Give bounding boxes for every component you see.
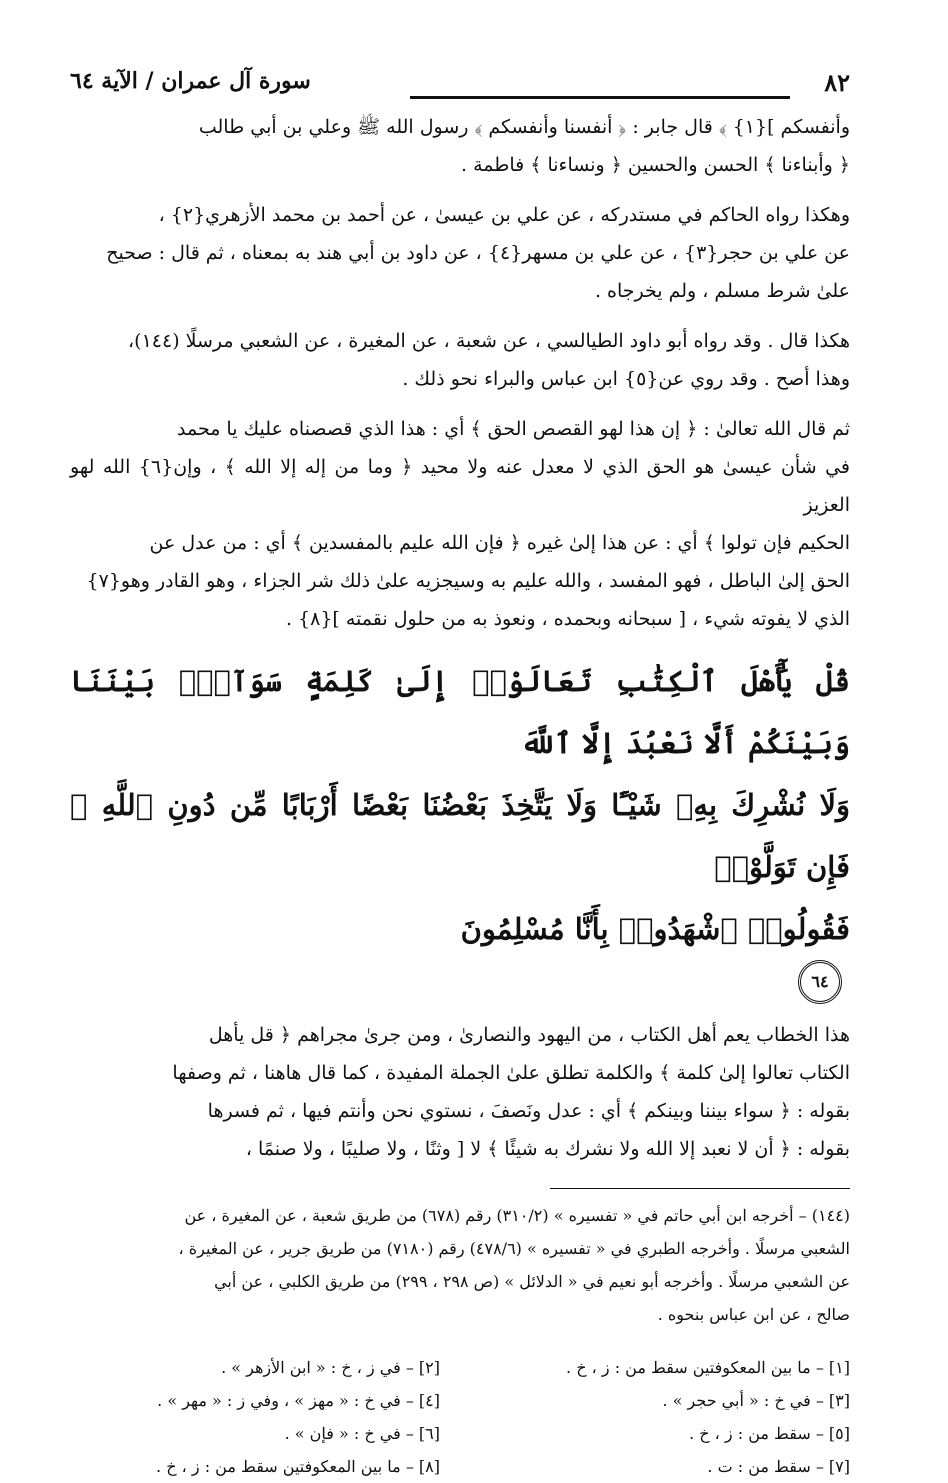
text-line: هكذا قال . وقد رواه أبو داود الطيالسي ، عن شعبة ، عن المغيرة ، عن الشعبي مرسلًا (١٤٤)، <box>128 330 850 352</box>
text-line: ﴿ وأبناءنا ﴾ الحسن والحسين ﴿ ونساءنا ﴾ فاطمة . <box>461 154 850 176</box>
page-number: ٨٢ <box>824 68 850 97</box>
verse-line-last <box>70 898 850 1004</box>
text-line: وأنفسكم ]{١} ﴾ قال جابر : ﴿ أنفسنا وأنفسكم ﴾ رسول الله ﷺ وعلي بن أبي طالب <box>198 116 850 138</box>
note-2: [٢] – في ز ، خ : « ابن الأزهر » . <box>221 1358 440 1377</box>
text-line: بقوله : ﴿ سواء بيننا وبينكم ﴾ أي : عدل ونَصفَ ، نستوي نحن وأنتم فيها ، ثم فسرها <box>207 1100 850 1122</box>
footnote-line: عن الشعبي مرسلًا . وأخرجه أبو نعيم في « الدلائل » (ص ٢٩٨ ، ٢٩٩) من طريق الكلبي ، عن أبي <box>214 1272 850 1291</box>
footnote-divider <box>550 1188 850 1189</box>
paragraph-3 <box>70 322 850 398</box>
note-8: [٨] – ما بين المعكوفتين سقط من : ز ، خ . <box>156 1457 440 1476</box>
text-line: عن علي بن حجر{٣} ، عن علي بن مسهر{٤} ، عن داود بن أبي هند به بمعناه ، ثم قال : صحيح <box>106 242 850 264</box>
text-line: في شأن عيسىٰ هو الحق الذي لا معدل عنه ولا محيد ﴿ وما من إله إلا الله ﴾ ، وإن{٦} الله لهو العزيز <box>70 456 851 516</box>
text-line: وهكذا رواه الحاكم في مستدركه ، عن علي بن عيسىٰ ، عن أحمد بن محمد الأزهري{٢} ، <box>158 204 850 226</box>
text-line: ثم قال الله تعالىٰ : ﴿ إن هذا لهو القصص الحق ﴾ أي : هذا الذي قصصناه عليك يا محمد <box>176 418 850 440</box>
note-3: [٣] – في خ : « أبي حجر » . <box>662 1391 850 1410</box>
verse-number-badge: ٦٤ <box>798 960 842 1004</box>
text-line: هذا الخطاب يعم أهل الكتاب ، من اليهود والنصارىٰ ، ومن جرىٰ مجراهم ﴿ قل يأهل <box>208 1024 850 1046</box>
page-header <box>70 62 850 108</box>
note-1: [١] – ما بين المعكوفتين سقط من : ز ، خ . <box>566 1358 850 1377</box>
text-line: وهذا أصح . وقد روي عن{٥} ابن عباس والبراء نحو ذلك . <box>402 368 850 390</box>
footnote-144 <box>70 1199 850 1331</box>
footnote-line: (١٤٤) – أخرجه ابن أبي حاتم في « تفسيره » (٣١٠/٢) رقم (٦٧٨) من طريق شعبة ، عن المغيرة ، عن <box>184 1206 850 1225</box>
header-rule <box>410 96 790 99</box>
text-line: الذي لا يفوته شيء ، [ سبحانه وبحمده ، ونعوذ به من حلول نقمته ]{٨} . <box>285 608 850 630</box>
note-5: [٥] – سقط من : ز ، خ . <box>689 1424 850 1443</box>
verse-line: قُلْ يَٰٓأَهْلَ ٱلْكِتَٰبِ تَعَالَوْا۟ إِلَىٰ كَلِمَةٍ سَوَآءٍۭ بَيْنَنَا وَبَيْنَكُمْ أَلَّا نَعْبُدَ إِلَّا ٱللَّهَ <box>70 664 850 760</box>
paragraph-2 <box>70 196 850 310</box>
footnote-line: الشعبي مرسلًا . وأخرجه الطبري في « تفسيره » (٤٧٨/٦) رقم (٧١٨٠) من طريق جرير ، عن المغيرة ، <box>178 1239 850 1258</box>
quran-verse <box>70 650 850 1004</box>
surah-title: سورة آل عمران / الآية ٦٤ <box>70 68 311 94</box>
footnote-line: صالح ، عن ابن عباس بنحوه . <box>657 1305 850 1324</box>
paragraph-1 <box>70 108 850 184</box>
text-line: الكتاب تعالوا إلىٰ كلمة ﴾ والكلمة تطلق علىٰ الجملة المفيدة ، كما قال هاهنا ، ثم وصفها <box>172 1062 850 1084</box>
page <box>70 62 850 1483</box>
verse-text: فَقُولُوا۟ ٱشْهَدُوا۟ بِأَنَّا مُسْلِمُونَ <box>460 912 850 946</box>
text-line: الحق إلىٰ الباطل ، فهو المفسد ، والله عليم به وسيجزيه علىٰ ذلك شر الجزاء ، وهو القادر وهو{٧} <box>86 570 850 592</box>
note-4: [٤] – في خ : « مهز » ، وفي ز : « مهر » . <box>157 1391 440 1410</box>
text-line: علىٰ شرط مسلم ، ولم يخرجاه . <box>594 280 850 302</box>
text-line: بقوله : ﴿ أن لا نعبد إلا الله ولا نشرك به شيئًا ﴾ لا [ وثنًا ، ولا صليبًا ، ولا صنمًا ، <box>245 1138 850 1160</box>
text-line: الحكيم فإن تولوا ﴾ أي : عن هذا إلىٰ غيره ﴿ فإن الله عليم بالمفسدين ﴾ أي : من عدل عن <box>149 532 850 554</box>
paragraph-4 <box>70 410 850 638</box>
note-6: [٦] – في خ : « فإن » . <box>284 1424 440 1443</box>
variant-notes <box>70 1351 850 1483</box>
tafsir-paragraph <box>70 1016 850 1168</box>
verse-line: وَلَا نُشْرِكَ بِهِۦ شَيْـًٔا وَلَا يَتَّخِذَ بَعْضُنَا بَعْضًا أَرْبَابًا مِّن دُونِ ٱللَّهِ ۚ فَإِن تَوَلَّوْا۟ <box>70 788 850 884</box>
note-7: [٧] – سقط من : ت . <box>707 1457 850 1476</box>
